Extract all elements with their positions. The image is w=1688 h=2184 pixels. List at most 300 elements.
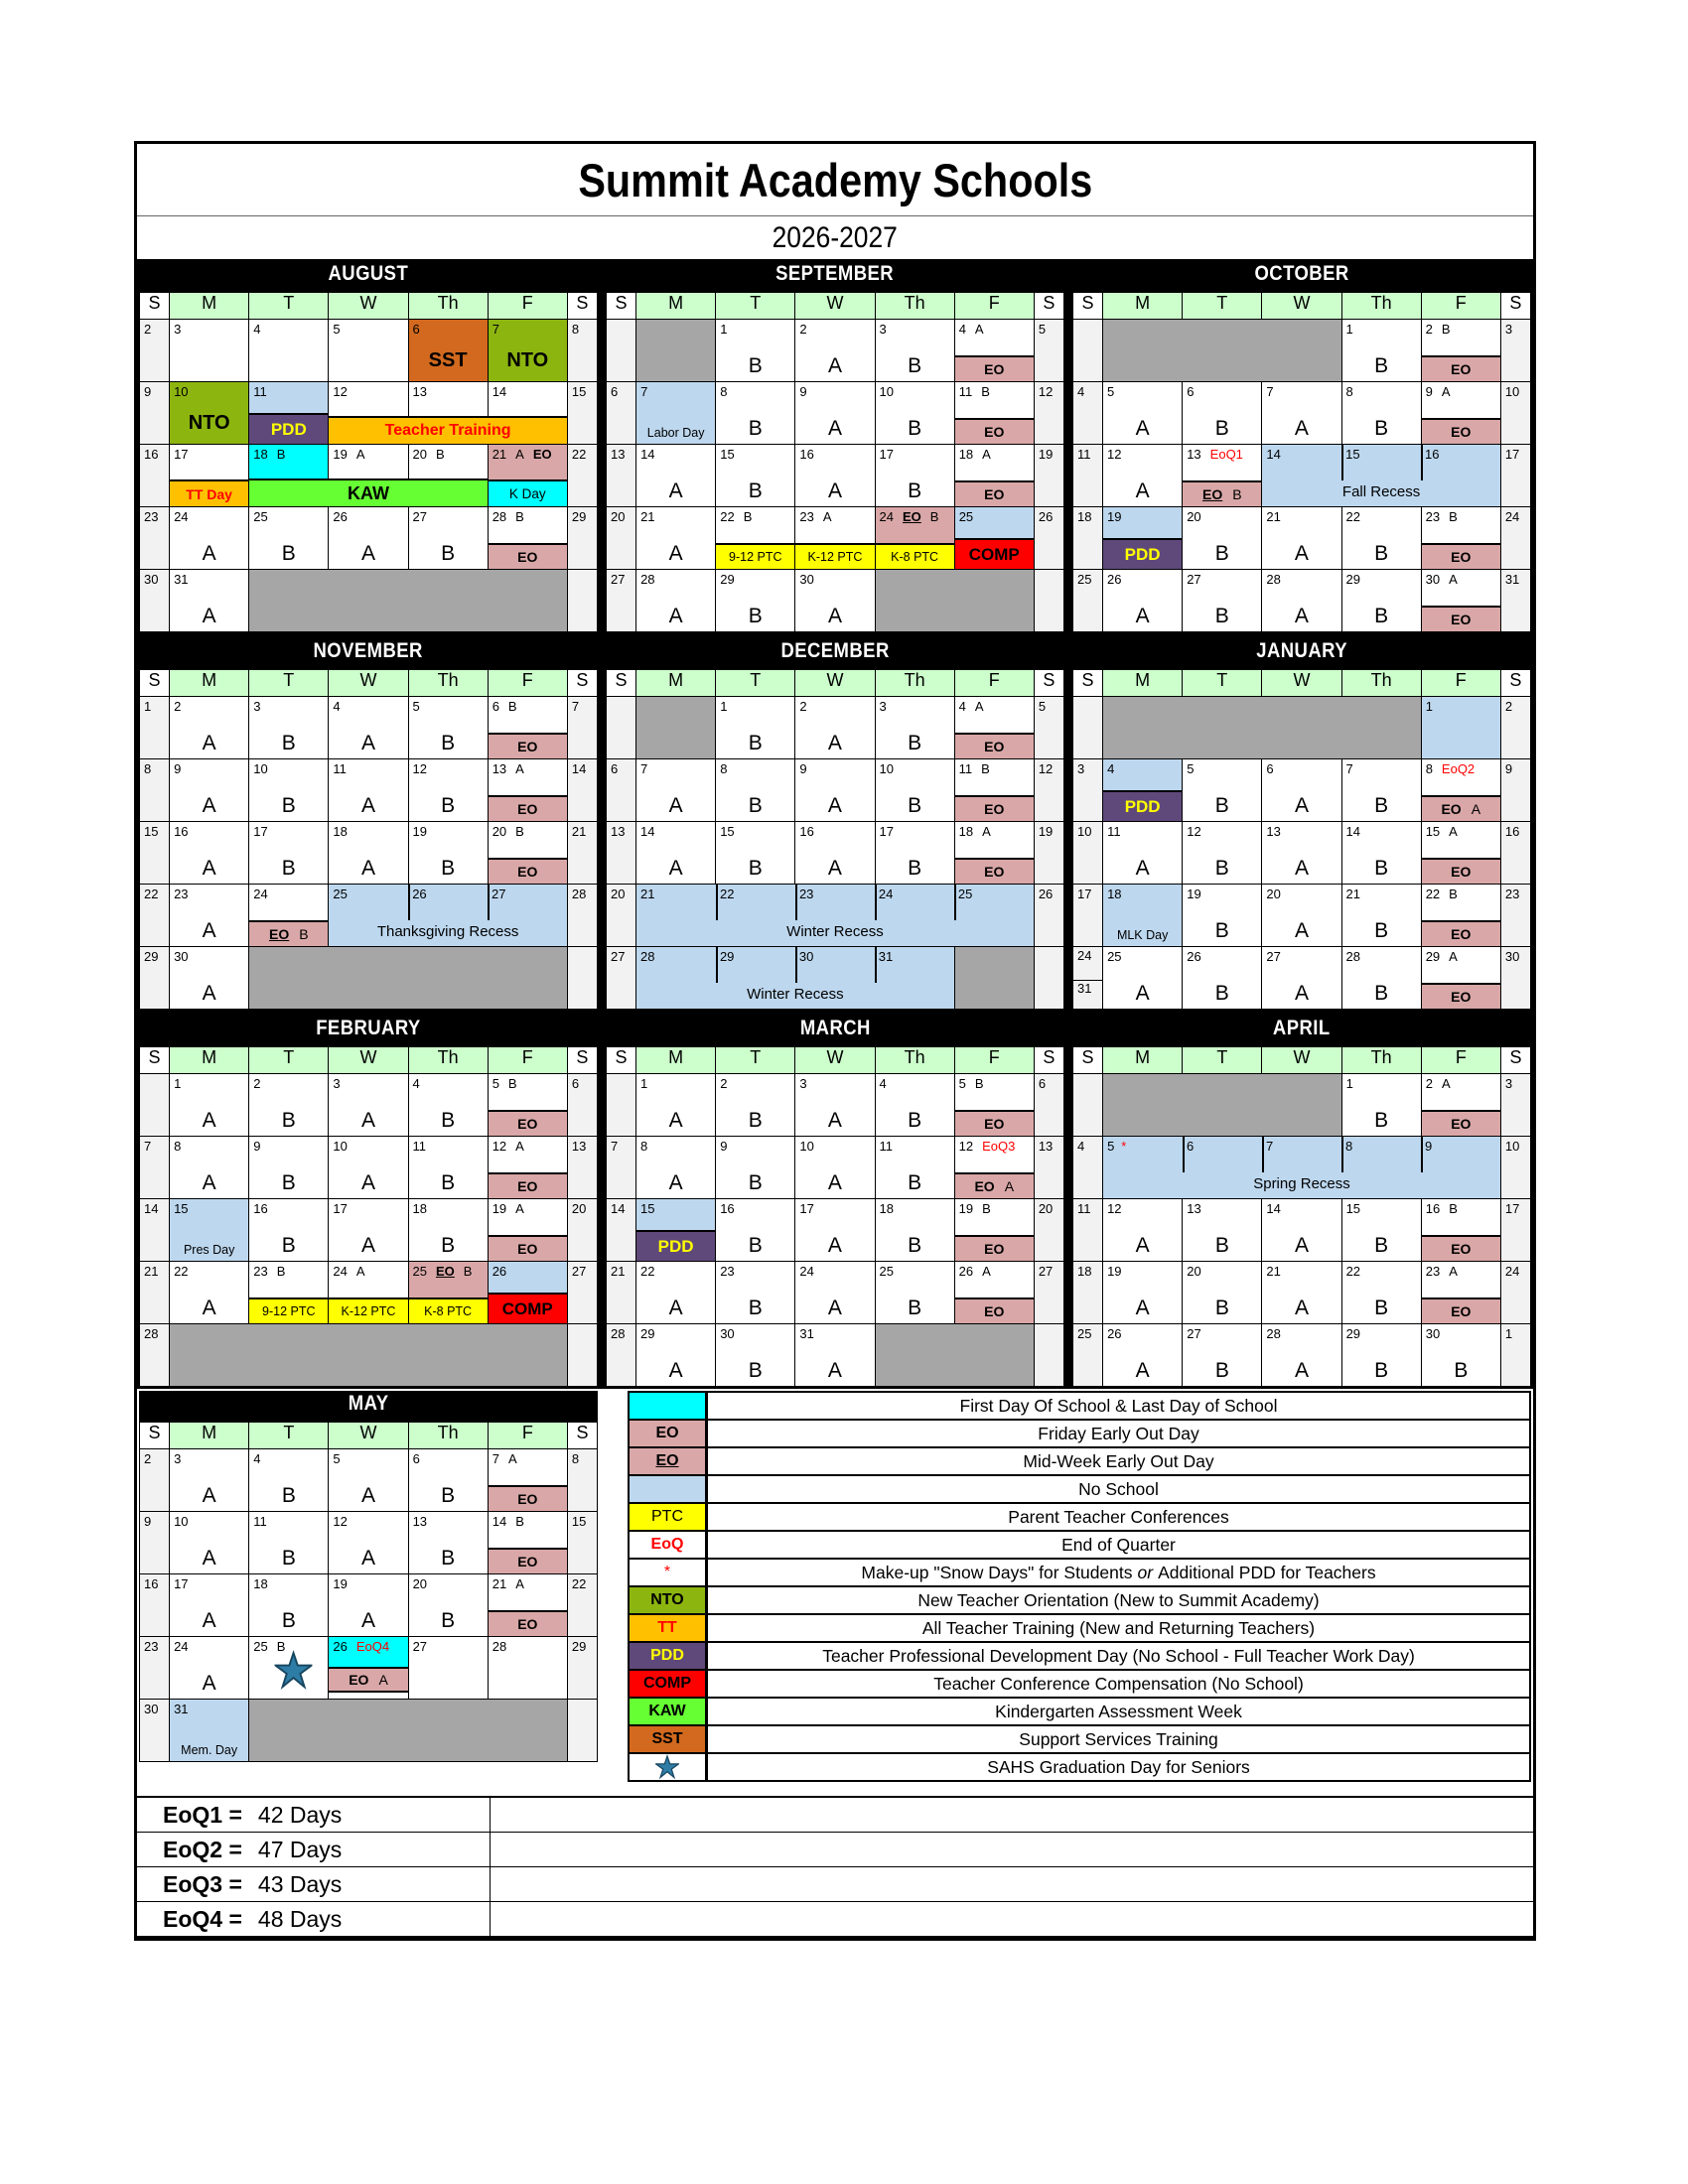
ab-day-letter: B: [1374, 982, 1389, 1005]
weekend-cell: [140, 822, 170, 885]
eoq-row: [137, 1867, 1533, 1902]
day-number-line: [720, 1201, 793, 1216]
day-cell: [1183, 759, 1262, 822]
day-number-line: [1505, 1201, 1529, 1216]
ab-day-letter: B: [1374, 354, 1389, 377]
band-label: EO: [269, 926, 290, 942]
week-row: [1073, 759, 1531, 822]
day-number-line: [1039, 1201, 1062, 1216]
day-cell: [408, 822, 488, 885]
day-cell: [170, 445, 249, 507]
weekend-cell: [607, 445, 636, 507]
day-number: 20: [611, 509, 626, 524]
day-number-line: [253, 509, 327, 524]
band-label: EO: [984, 361, 1005, 377]
day-number: 16: [253, 1201, 268, 1216]
weekend-cell: [607, 507, 636, 570]
weekday-header-row: [1073, 293, 1531, 320]
day-number-line: [1187, 949, 1260, 964]
weekday-header: S: [140, 1047, 170, 1074]
day-number-line: [799, 699, 873, 714]
month-header-row: [1073, 639, 1531, 670]
recess-day-number: 6: [1187, 1139, 1195, 1154]
day-annotation: *: [1121, 1139, 1127, 1154]
day-number: 10: [799, 1139, 814, 1154]
ab-day-letter: B: [1374, 542, 1389, 565]
day-number: 11: [412, 1139, 427, 1154]
weekday-header: S: [1500, 670, 1530, 697]
day-cell: [170, 1199, 249, 1262]
ab-day-letter: A: [827, 605, 842, 627]
day-number-line: [144, 1451, 168, 1466]
day-cell: [329, 759, 408, 822]
weekend-cell: [1073, 697, 1103, 759]
ab-day-letter: A: [827, 1359, 842, 1382]
day-cell: [1103, 822, 1183, 885]
day-number: 3: [799, 1076, 807, 1091]
band-label: EO: [984, 1116, 1005, 1132]
day-number: 11: [1077, 1201, 1091, 1216]
weekend-cell: [140, 1637, 170, 1700]
day-number-line: [880, 1264, 953, 1279]
ab-day-letter: A: [1294, 982, 1309, 1005]
month-header-row: [607, 639, 1064, 670]
band-label: EO: [974, 1178, 995, 1194]
day-number: 2: [799, 699, 807, 714]
day-number-line: [1077, 572, 1101, 587]
day-cell: [170, 947, 249, 1010]
month-name-text: MAY: [348, 1392, 389, 1415]
day-number: 28: [1266, 1326, 1281, 1341]
day-number: 1: [144, 699, 152, 714]
band-label: EO: [517, 1116, 538, 1132]
day-number-line: [174, 1451, 247, 1466]
day-number-line: [174, 1702, 247, 1716]
day-number-line: [333, 1139, 406, 1154]
recess-day-number: 31: [878, 949, 894, 964]
week-row: [140, 507, 598, 570]
day-number-line: [1187, 824, 1260, 839]
month-august: [139, 261, 598, 632]
day-number: 12: [333, 384, 348, 399]
weekday-header: Th: [1341, 670, 1421, 697]
day-cell: [1103, 885, 1183, 947]
day-number: 22: [1345, 1264, 1361, 1279]
ab-day-letter: A: [1294, 605, 1309, 627]
day-number: 11: [333, 761, 347, 776]
day-number-line: [1426, 1201, 1499, 1216]
day-number-line: [1426, 572, 1499, 587]
day-number: 17: [174, 447, 189, 462]
ab-day-letter: A: [202, 1672, 216, 1695]
day-number-line: [1346, 1264, 1420, 1279]
month-header-row: [140, 1392, 598, 1423]
outside-month-cell: [249, 947, 568, 1010]
day-annotation: B: [515, 1514, 524, 1529]
weekday-header: T: [716, 1047, 795, 1074]
day-number-line: [1346, 322, 1420, 337]
ab-day-letter: B: [748, 605, 763, 627]
day-number-line: [413, 824, 487, 839]
day-number: 16: [799, 447, 814, 462]
weekend-cell: [607, 1137, 636, 1199]
ab-day-letter: B: [908, 1171, 922, 1194]
band-eo: [955, 480, 1034, 506]
day-number: 11: [253, 1514, 267, 1529]
day-cell: [488, 1262, 567, 1324]
legend-swatch: [628, 1752, 707, 1782]
day-number: 2: [1425, 1076, 1433, 1091]
day-cell: [636, 822, 716, 885]
day-number: 12: [333, 1514, 348, 1529]
day-number: 25: [412, 1264, 427, 1279]
day-number-line: [1107, 1201, 1181, 1216]
legend-swatch: EO: [628, 1419, 707, 1448]
weekday-header: M: [1103, 670, 1183, 697]
day-cell: [1183, 1324, 1262, 1387]
day-number: 18: [412, 1201, 427, 1216]
day-number-line: [799, 1264, 873, 1279]
ab-day-letter: B: [1374, 605, 1389, 627]
day-cell: [249, 1137, 329, 1199]
week-row: [140, 320, 598, 382]
ab-day-letter: B: [748, 479, 763, 502]
ab-day-letter: A: [827, 857, 842, 880]
outside-month-cell: [636, 697, 716, 759]
day-cell: [1183, 382, 1262, 445]
week-row: [607, 1324, 1064, 1387]
band-eo: [489, 1548, 567, 1573]
ab-day-letter: B: [1214, 605, 1229, 627]
week-row: [607, 320, 1064, 382]
week-row: [607, 822, 1064, 885]
day-number-line: [720, 572, 793, 587]
weekend-cell: [567, 1700, 597, 1762]
weekday-header-row: [1073, 1047, 1531, 1074]
day-annotation: A: [515, 761, 524, 776]
legend-swatch: TT: [628, 1613, 707, 1643]
day-number: 12: [1038, 761, 1054, 776]
day-number-line: [492, 1451, 566, 1466]
holiday-label: Pres Day: [183, 1243, 235, 1257]
day-cell: [1103, 1262, 1183, 1324]
ab-day-letter: B: [748, 1359, 763, 1382]
weekend-cell: [1500, 1324, 1530, 1387]
day-cell: [1341, 885, 1421, 947]
day-number-line: [1505, 447, 1529, 462]
month-header-row: [140, 1017, 598, 1047]
day-number-line: [144, 1264, 168, 1279]
day-annotation: A: [982, 447, 991, 462]
band-label: EO: [517, 1616, 538, 1632]
day-number: 7: [144, 1139, 152, 1154]
day-number-line: [959, 1264, 1033, 1279]
legend-row: [628, 1585, 1531, 1615]
ab-day-letter: B: [281, 1547, 296, 1570]
day-number: 3: [253, 699, 261, 714]
day-cell: [1183, 445, 1262, 507]
month-name-text: JANUARY: [1256, 639, 1347, 662]
band-ptc: [249, 1297, 328, 1323]
band-label: PDD: [270, 419, 307, 439]
day-number: 5: [1038, 699, 1047, 714]
weekday-header: M: [636, 670, 716, 697]
day-cell: [1183, 570, 1262, 632]
day-annotation: EO: [532, 447, 552, 462]
day-number: 13: [412, 1514, 428, 1529]
day-cell: [488, 822, 567, 885]
day-number-line: [572, 1076, 596, 1091]
ab-day-letter: B: [441, 1609, 456, 1632]
weekday-header-row: [140, 1423, 598, 1449]
day-number-line: [572, 761, 596, 776]
day-number: 4: [1107, 761, 1115, 776]
month-name-text: MARCH: [799, 1017, 871, 1039]
ab-day-letter: A: [668, 857, 683, 880]
week-row: [1073, 507, 1531, 570]
day-number-line: [1505, 509, 1529, 524]
day-number-line: [720, 447, 793, 462]
weekend-cell: [567, 1637, 597, 1700]
weekend-cell: [607, 1199, 636, 1262]
day-cell: [1183, 885, 1262, 947]
day-cell: [636, 1074, 716, 1137]
day-annotation: A: [974, 322, 984, 337]
ab-day-letter: A: [668, 1171, 683, 1194]
day-number-line: [144, 1139, 168, 1154]
day-number-line: [333, 1514, 406, 1529]
day-cell: [170, 1512, 249, 1574]
week-row: [140, 759, 598, 822]
day-cell: [954, 759, 1034, 822]
recess-day-number: 15: [1345, 447, 1360, 462]
band-label: EO: [1201, 486, 1223, 502]
weekend-cell: [140, 445, 170, 507]
day-number-line: [333, 447, 406, 462]
day-number: 12: [1107, 447, 1122, 462]
legend-swatch: *: [628, 1558, 707, 1587]
day-cell: [408, 1137, 488, 1199]
day-number-line: [144, 384, 168, 399]
day-cell: [1183, 947, 1262, 1010]
day-number-line: [640, 761, 714, 776]
band-label: 9-12 PTC: [262, 1304, 316, 1318]
band-eo: [1422, 858, 1500, 884]
day-number: 17: [333, 1201, 348, 1216]
day-number: 18: [879, 1201, 894, 1216]
day-number-line: [959, 824, 1033, 839]
day-annotation: B: [981, 384, 990, 399]
ab-day-letter: B: [441, 732, 456, 754]
day-number: 8: [1345, 384, 1353, 399]
week-row: [140, 1637, 598, 1700]
legend-description: First Day Of School & Last Day of School: [707, 1391, 1531, 1421]
day-number: 9: [144, 1514, 152, 1529]
ab-day-letter: A: [668, 542, 683, 565]
weekday-header: S: [1073, 1047, 1103, 1074]
day-number-line: [1077, 509, 1101, 524]
recess-day-number: 23: [798, 887, 814, 901]
weekday-header: W: [329, 293, 408, 320]
day-cell: [1341, 947, 1421, 1010]
band-ptc: [716, 543, 794, 569]
day-cell: [954, 822, 1034, 885]
recess-day-number: 14: [1266, 447, 1281, 462]
band-label: EO: [984, 424, 1005, 440]
eoq-label-cell: [137, 1798, 491, 1832]
week-row: [140, 947, 598, 1010]
outside-month-cell: [249, 570, 568, 632]
ab-day-letter: B: [908, 1234, 922, 1257]
day-cell: [408, 1449, 488, 1512]
week-row: [1073, 947, 1531, 1010]
day-cell: [488, 320, 567, 382]
ab-day-letter: B: [1214, 919, 1229, 942]
day-cell: [636, 382, 716, 445]
weekend-cell: [1034, 1137, 1063, 1199]
day-number: 8: [640, 1139, 648, 1154]
group-day-top: [249, 445, 329, 478]
day-annotation: A: [1449, 1264, 1458, 1279]
day-cell: [954, 445, 1034, 507]
day-number-line: [880, 509, 953, 524]
day-number: 22: [720, 509, 735, 524]
day-number: 24: [1077, 948, 1092, 963]
weekend-cell: [140, 1512, 170, 1574]
band-eo: [1422, 606, 1500, 631]
day-number: 1: [1504, 1326, 1513, 1341]
weekend-cell: [607, 1262, 636, 1324]
weekday-header: W: [795, 670, 875, 697]
day-number-line: [1077, 887, 1101, 901]
day-number: 13: [611, 824, 626, 839]
day-cell: [249, 1637, 329, 1700]
day-number: 4: [1077, 1139, 1085, 1154]
day-number-line: [253, 322, 327, 337]
day-number-line: [253, 1139, 327, 1154]
day-number: 17: [1077, 887, 1092, 901]
day-number-line: [1077, 1139, 1101, 1154]
day-number: 12: [1038, 384, 1054, 399]
day-number: 3: [879, 322, 887, 337]
day-cell: [954, 1074, 1034, 1137]
week-row: [1073, 1074, 1531, 1137]
group-day-top: [409, 382, 489, 416]
week-row: [607, 1137, 1064, 1199]
recess-cell: [329, 885, 567, 947]
day-number-line: [1426, 322, 1499, 337]
weekday-header: S: [140, 1423, 170, 1449]
day-number: 20: [1187, 509, 1201, 524]
day-number-line: [174, 887, 247, 901]
week-row: [1073, 320, 1531, 382]
week-row: [140, 1074, 598, 1137]
day-number: 2: [174, 699, 182, 714]
day-number: 18: [333, 824, 348, 839]
day-number: 28: [1345, 949, 1360, 964]
day-number-line: [640, 572, 714, 587]
band-label: K-12 PTC: [341, 1304, 396, 1318]
day-number: 24: [253, 887, 268, 901]
ab-day-letter: B: [748, 1109, 763, 1132]
day-number: 11: [958, 384, 973, 399]
day-annotation: B: [276, 1639, 286, 1654]
day-number: 7: [611, 1139, 619, 1154]
day-cell: [329, 1449, 408, 1512]
day-cell: [249, 320, 329, 382]
day-cell: [249, 697, 329, 759]
divider-tick: [795, 947, 797, 983]
day-number: 30: [174, 949, 189, 964]
day-cell: [1262, 947, 1341, 1010]
ab-day-letter: B: [281, 542, 296, 565]
weekday-header: W: [329, 1423, 408, 1449]
day-cell: [795, 1262, 875, 1324]
day-number: 30: [1425, 572, 1441, 587]
day-number: 6: [412, 322, 420, 337]
day-number: 7: [1345, 761, 1353, 776]
recess-cell: [636, 947, 955, 1010]
ab-day-letter: B: [908, 857, 922, 880]
weekend-cell: [1500, 320, 1530, 382]
day-number-line: [640, 1264, 714, 1279]
month-name-text: FEBRUARY: [316, 1017, 421, 1039]
day-number-line: [1039, 384, 1062, 399]
weekend-cell: [1073, 759, 1103, 822]
day-cell: [1262, 382, 1341, 445]
band-eo: [329, 1667, 407, 1693]
weekend-cell: [140, 1262, 170, 1324]
day-number: 19: [1107, 509, 1122, 524]
weekend-cell: [567, 1199, 597, 1262]
day-number-line: [333, 1201, 406, 1216]
eoq-value: 48 Days: [257, 1905, 343, 1932]
day-number: 5: [1187, 761, 1195, 776]
ab-day-letter: A: [360, 1171, 375, 1194]
day-cell: [488, 1137, 567, 1199]
band-label: EO: [1451, 549, 1472, 565]
ab-day-letter: B: [441, 1109, 456, 1132]
day-number: 16: [144, 447, 159, 462]
day-number-line: [799, 1201, 873, 1216]
day-cell: [1183, 1199, 1262, 1262]
day-cell: [170, 822, 249, 885]
weekend-cell: [140, 1137, 170, 1199]
day-number-line: [1107, 1264, 1181, 1279]
day-number-line: [572, 384, 596, 399]
weekday-header: S: [1073, 670, 1103, 697]
weekend-cell: [1500, 382, 1530, 445]
weekday-header: Th: [408, 670, 488, 697]
day-number: 18: [1077, 509, 1092, 524]
day-number-line: [413, 761, 487, 776]
day-number-line: [1505, 384, 1529, 399]
day-number-line: [174, 1514, 247, 1529]
day-number-line: [1346, 1326, 1420, 1341]
ab-day-letter: A: [827, 417, 842, 440]
week-row: [1073, 382, 1531, 445]
day-number: 18: [1077, 1264, 1092, 1279]
day-number-line: [144, 1326, 168, 1341]
day-annotation: B: [1449, 509, 1458, 524]
day-cell: [170, 507, 249, 570]
day-number-line: [1426, 699, 1499, 714]
day-number-line: [174, 824, 247, 839]
day-number: 20: [1187, 1264, 1201, 1279]
day-number-line: [492, 1201, 566, 1216]
day-number: 28: [640, 572, 655, 587]
weekend-cell: [567, 759, 597, 822]
